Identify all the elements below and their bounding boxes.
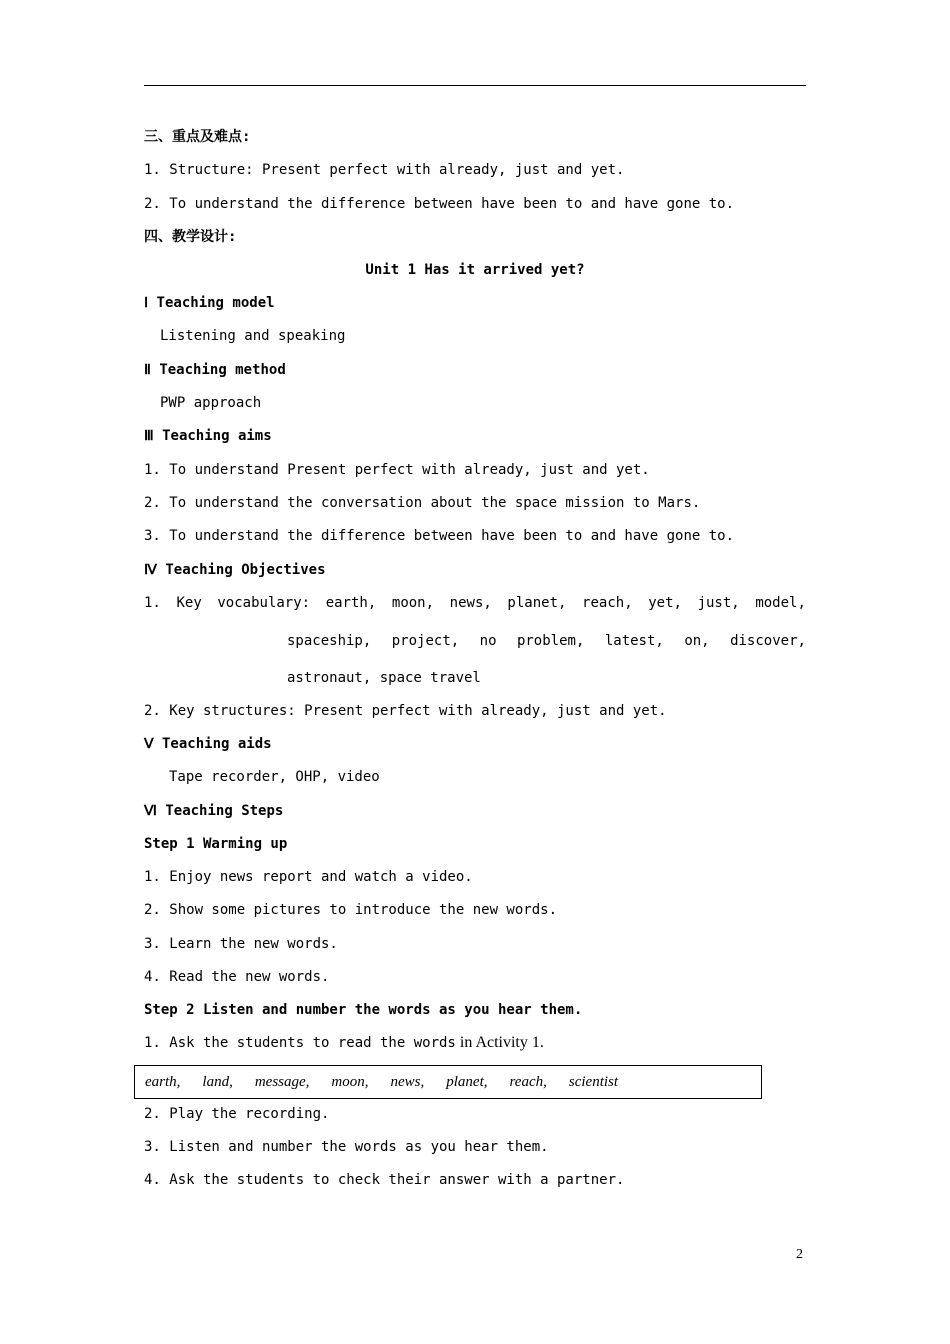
vocab-word: model, [755, 595, 806, 611]
box-word: news, [390, 1073, 425, 1090]
step1-heading: Step 1 Warming up [144, 836, 288, 852]
box-word: message, [254, 1073, 310, 1090]
vocab-word: vocabulary: [217, 595, 311, 611]
teaching-aims-heading: Ⅲ Teaching aims [144, 428, 272, 444]
box-word: moon, [331, 1073, 369, 1090]
vocab-word: spaceship, [287, 633, 372, 649]
step2-item-1 [144, 1033, 544, 1053]
box-word: land, [202, 1073, 233, 1090]
unit-title: Unit 1 Has it arrived yet? [365, 262, 585, 278]
aim-3: 3. To understand the difference between have been to and have gone to. [144, 528, 735, 544]
vocab-word: yet, [648, 595, 682, 611]
step2-item-1-text: 1. Ask the students to read the words [144, 1035, 456, 1051]
word-box [134, 1065, 762, 1099]
vocab-word: reach, [582, 595, 633, 611]
box-word: reach, [509, 1073, 547, 1090]
step1-item-1: 1. Enjoy news report and watch a video. [144, 869, 473, 885]
step2-heading: Step 2 Listen and number the words as you hear them. [144, 1002, 583, 1018]
header-rule [144, 85, 806, 86]
key-point-2: 2. To understand the difference between have been to and have gone to. [144, 196, 735, 212]
aim-1: 1. To understand Present perfect with already, just and yet. [144, 462, 650, 478]
box-word: earth, [145, 1073, 181, 1090]
aim-2: 2. To understand the conversation about the space mission to Mars. [144, 495, 701, 511]
vocab-word: Key [176, 595, 202, 611]
key-structures: 2. Key structures: Present perfect with already, just and yet. [144, 703, 667, 719]
teaching-method-heading: Ⅱ Teaching method [144, 362, 286, 378]
teaching-aids-text: Tape recorder, OHP, video [169, 769, 380, 785]
step1-item-3: 3. Learn the new words. [144, 936, 338, 952]
vocab-word: no [479, 633, 497, 649]
teaching-steps-heading: Ⅵ Teaching Steps [144, 803, 284, 819]
teaching-model-heading: Ⅰ Teaching model [144, 295, 275, 311]
section-heading-design: 四、教学设计: [144, 229, 237, 245]
vocab-word: news, [449, 595, 492, 611]
vocab-word: moon, [391, 595, 435, 611]
vocabulary-row-1 [144, 593, 806, 613]
vocab-word: 1. [144, 595, 161, 611]
vocab-word: earth, [325, 595, 377, 611]
step1-item-2: 2. Show some pictures to introduce the new words. [144, 902, 558, 918]
step2-item-4: 4. Ask the students to check their answer with a partner. [144, 1172, 625, 1188]
step2-item-3: 3. Listen and number the words as you hear them. [144, 1139, 549, 1155]
teaching-aids-heading: Ⅴ Teaching aids [144, 736, 272, 752]
vocab-word: on, [684, 633, 710, 649]
teaching-model-text: Listening and speaking [160, 328, 346, 344]
vocab-word: planet, [507, 595, 567, 611]
page-number: 2 [796, 1247, 803, 1262]
section-heading-key-points: 三、重点及难点: [144, 129, 251, 145]
vocab-word: latest, [604, 633, 664, 649]
vocab-word: just, [697, 595, 740, 611]
teaching-objectives-heading: Ⅳ Teaching Objectives [144, 562, 326, 578]
vocab-word: project, [391, 633, 460, 649]
vocab-word: discover, [730, 633, 806, 649]
teaching-method-text: PWP approach [160, 395, 262, 411]
key-point-1: 1. Structure: Present perfect with already, just and yet. [144, 162, 625, 178]
box-word: scientist [568, 1073, 619, 1090]
vocabulary-row-2 [287, 631, 806, 651]
step1-item-4: 4. Read the new words. [144, 969, 330, 985]
step2-item-1-activity: in Activity 1. [455, 1034, 544, 1051]
step2-item-2: 2. Play the recording. [144, 1106, 330, 1122]
vocabulary-row-3: astronaut, space travel [287, 670, 481, 686]
box-word: planet, [446, 1073, 488, 1090]
vocab-word: problem, [516, 633, 585, 649]
